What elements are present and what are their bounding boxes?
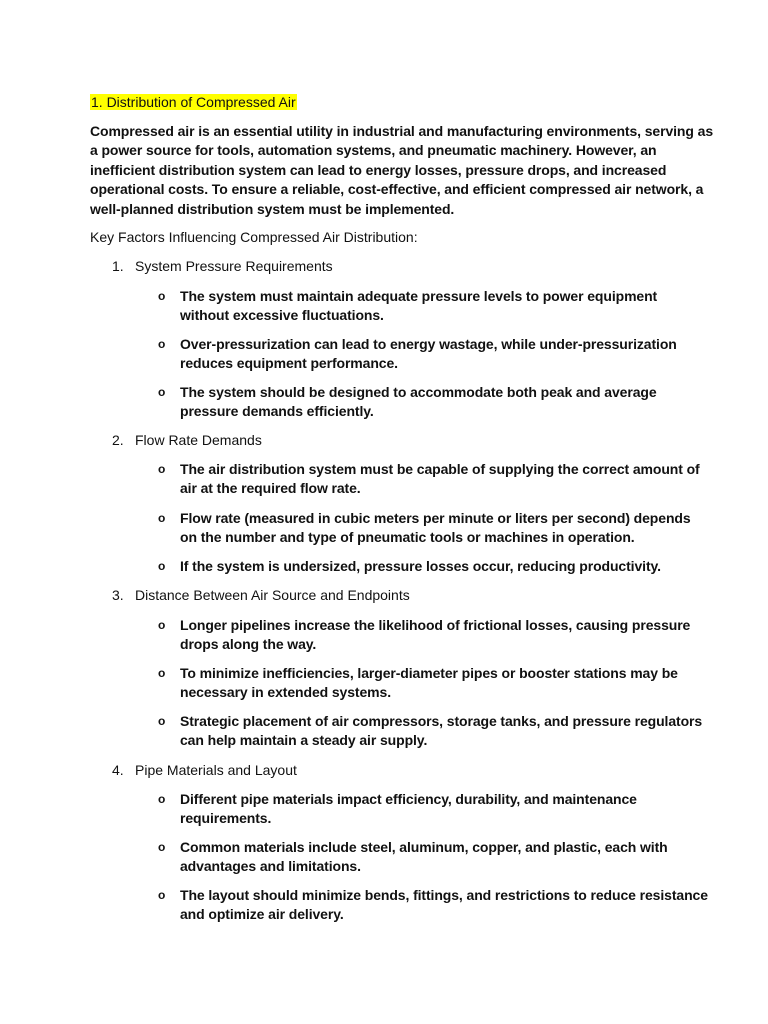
bullet-text bbox=[180, 335, 677, 374]
intro-line: well-planned distribution system must be implemented. bbox=[90, 200, 455, 217]
bullet-marker: o bbox=[158, 289, 166, 303]
bullet-marker: o bbox=[158, 511, 166, 525]
bullet-text bbox=[180, 287, 657, 326]
bullet-text bbox=[180, 460, 700, 499]
bullet-marker: o bbox=[158, 618, 166, 632]
bullet-marker: o bbox=[158, 385, 166, 399]
factor-number: 4. bbox=[112, 762, 124, 778]
factor-title bbox=[112, 431, 262, 450]
bullet-line: The air distribution system must be capable of supplying the correct amount of bbox=[180, 461, 700, 477]
bullet-marker: o bbox=[158, 792, 166, 806]
bullet-text bbox=[180, 557, 661, 576]
bullet-marker: o bbox=[158, 714, 166, 728]
bullet-line: The system must maintain adequate pressure levels to power equipment bbox=[180, 288, 658, 304]
factor-number: 3. bbox=[112, 587, 124, 603]
bullet-line: on the number and type of pneumatic tools or machines in operation. bbox=[180, 529, 635, 546]
bullet-line: necessary in extended systems. bbox=[180, 684, 392, 701]
bullet-text bbox=[180, 886, 708, 925]
bullet-marker: o bbox=[158, 559, 166, 573]
bullet-line: Flow rate (measured in cubic meters per minute or liters per second) depends bbox=[180, 510, 691, 526]
bullet-line: If the system is undersized, pressure losses occur, reducing productivity. bbox=[180, 558, 661, 574]
bullet-line: can help maintain a steady air supply. bbox=[180, 732, 428, 749]
factor-number: 1. bbox=[112, 258, 124, 274]
bullet-line: Different pipe materials impact efficiency, durability, and maintenance bbox=[180, 791, 637, 807]
bullet-line: Strategic placement of air compressors, storage tanks, and pressure regulators bbox=[180, 713, 703, 729]
bullet-line: The layout should minimize bends, fittings, and restrictions to reduce resistance bbox=[180, 887, 708, 903]
bullet-marker: o bbox=[158, 337, 166, 351]
bullet-text bbox=[180, 383, 657, 422]
bullet-line: The system should be designed to accommodate both peak and average bbox=[180, 384, 657, 400]
intro-paragraph bbox=[90, 122, 714, 219]
factor-title-text: Pipe Materials and Layout bbox=[135, 762, 297, 778]
bullet-line: reduces equipment performance. bbox=[180, 355, 398, 372]
bullet-line: Common materials include steel, aluminum, copper, and plastic, each with bbox=[180, 839, 668, 855]
bullet-line: drops along the way. bbox=[180, 636, 317, 653]
bullet-text bbox=[180, 790, 637, 829]
factor-title bbox=[112, 586, 410, 605]
bullet-line: without excessive fluctuations. bbox=[180, 307, 384, 324]
bullet-text bbox=[180, 712, 702, 751]
factor-title bbox=[112, 257, 333, 276]
bullet-marker: o bbox=[158, 840, 166, 854]
bullet-text bbox=[180, 838, 668, 877]
bullet-line: To minimize inefficiencies, larger-diameter pipes or booster stations may be bbox=[180, 665, 678, 681]
factor-title-text: System Pressure Requirements bbox=[135, 258, 333, 274]
bullet-line: advantages and limitations. bbox=[180, 858, 361, 875]
bullet-marker: o bbox=[158, 888, 166, 902]
section-heading bbox=[90, 93, 297, 112]
factor-title-text: Distance Between Air Source and Endpoints bbox=[135, 587, 410, 603]
bullet-line: requirements. bbox=[180, 810, 272, 827]
bullet-text bbox=[180, 616, 690, 655]
bullet-text bbox=[180, 509, 691, 548]
factor-title-text: Flow Rate Demands bbox=[135, 432, 262, 448]
bullet-line: pressure demands efficiently. bbox=[180, 403, 374, 420]
factor-number: 2. bbox=[112, 432, 124, 448]
key-factors-label: Key Factors Influencing Compressed Air Distribution: bbox=[90, 229, 418, 245]
bullet-marker: o bbox=[158, 666, 166, 680]
bullet-line: Longer pipelines increase the likelihood of frictional losses, causing pressure bbox=[180, 617, 691, 633]
bullet-marker: o bbox=[158, 462, 166, 476]
intro-line: operational costs. To ensure a reliable, cost-effective, and efficient compressed air network, a bbox=[90, 181, 704, 198]
bullet-text bbox=[180, 664, 678, 703]
intro-line: inefficient distribution system can lead to energy losses, pressure drops, and increased bbox=[90, 161, 667, 178]
factor-title bbox=[112, 761, 297, 780]
bullet-line: air at the required flow rate. bbox=[180, 480, 361, 497]
section-heading-text: 1. Distribution of Compressed Air bbox=[91, 94, 296, 110]
intro-line: a power source for tools, automation systems, and pneumatic machinery. However, an bbox=[90, 142, 657, 159]
bullet-line: and optimize air delivery. bbox=[180, 906, 344, 923]
bullet-line: Over-pressurization can lead to energy wastage, while under-pressurization bbox=[180, 336, 677, 352]
intro-line: Compressed air is an essential utility in industrial and manufacturing environments, serving as bbox=[90, 123, 714, 139]
